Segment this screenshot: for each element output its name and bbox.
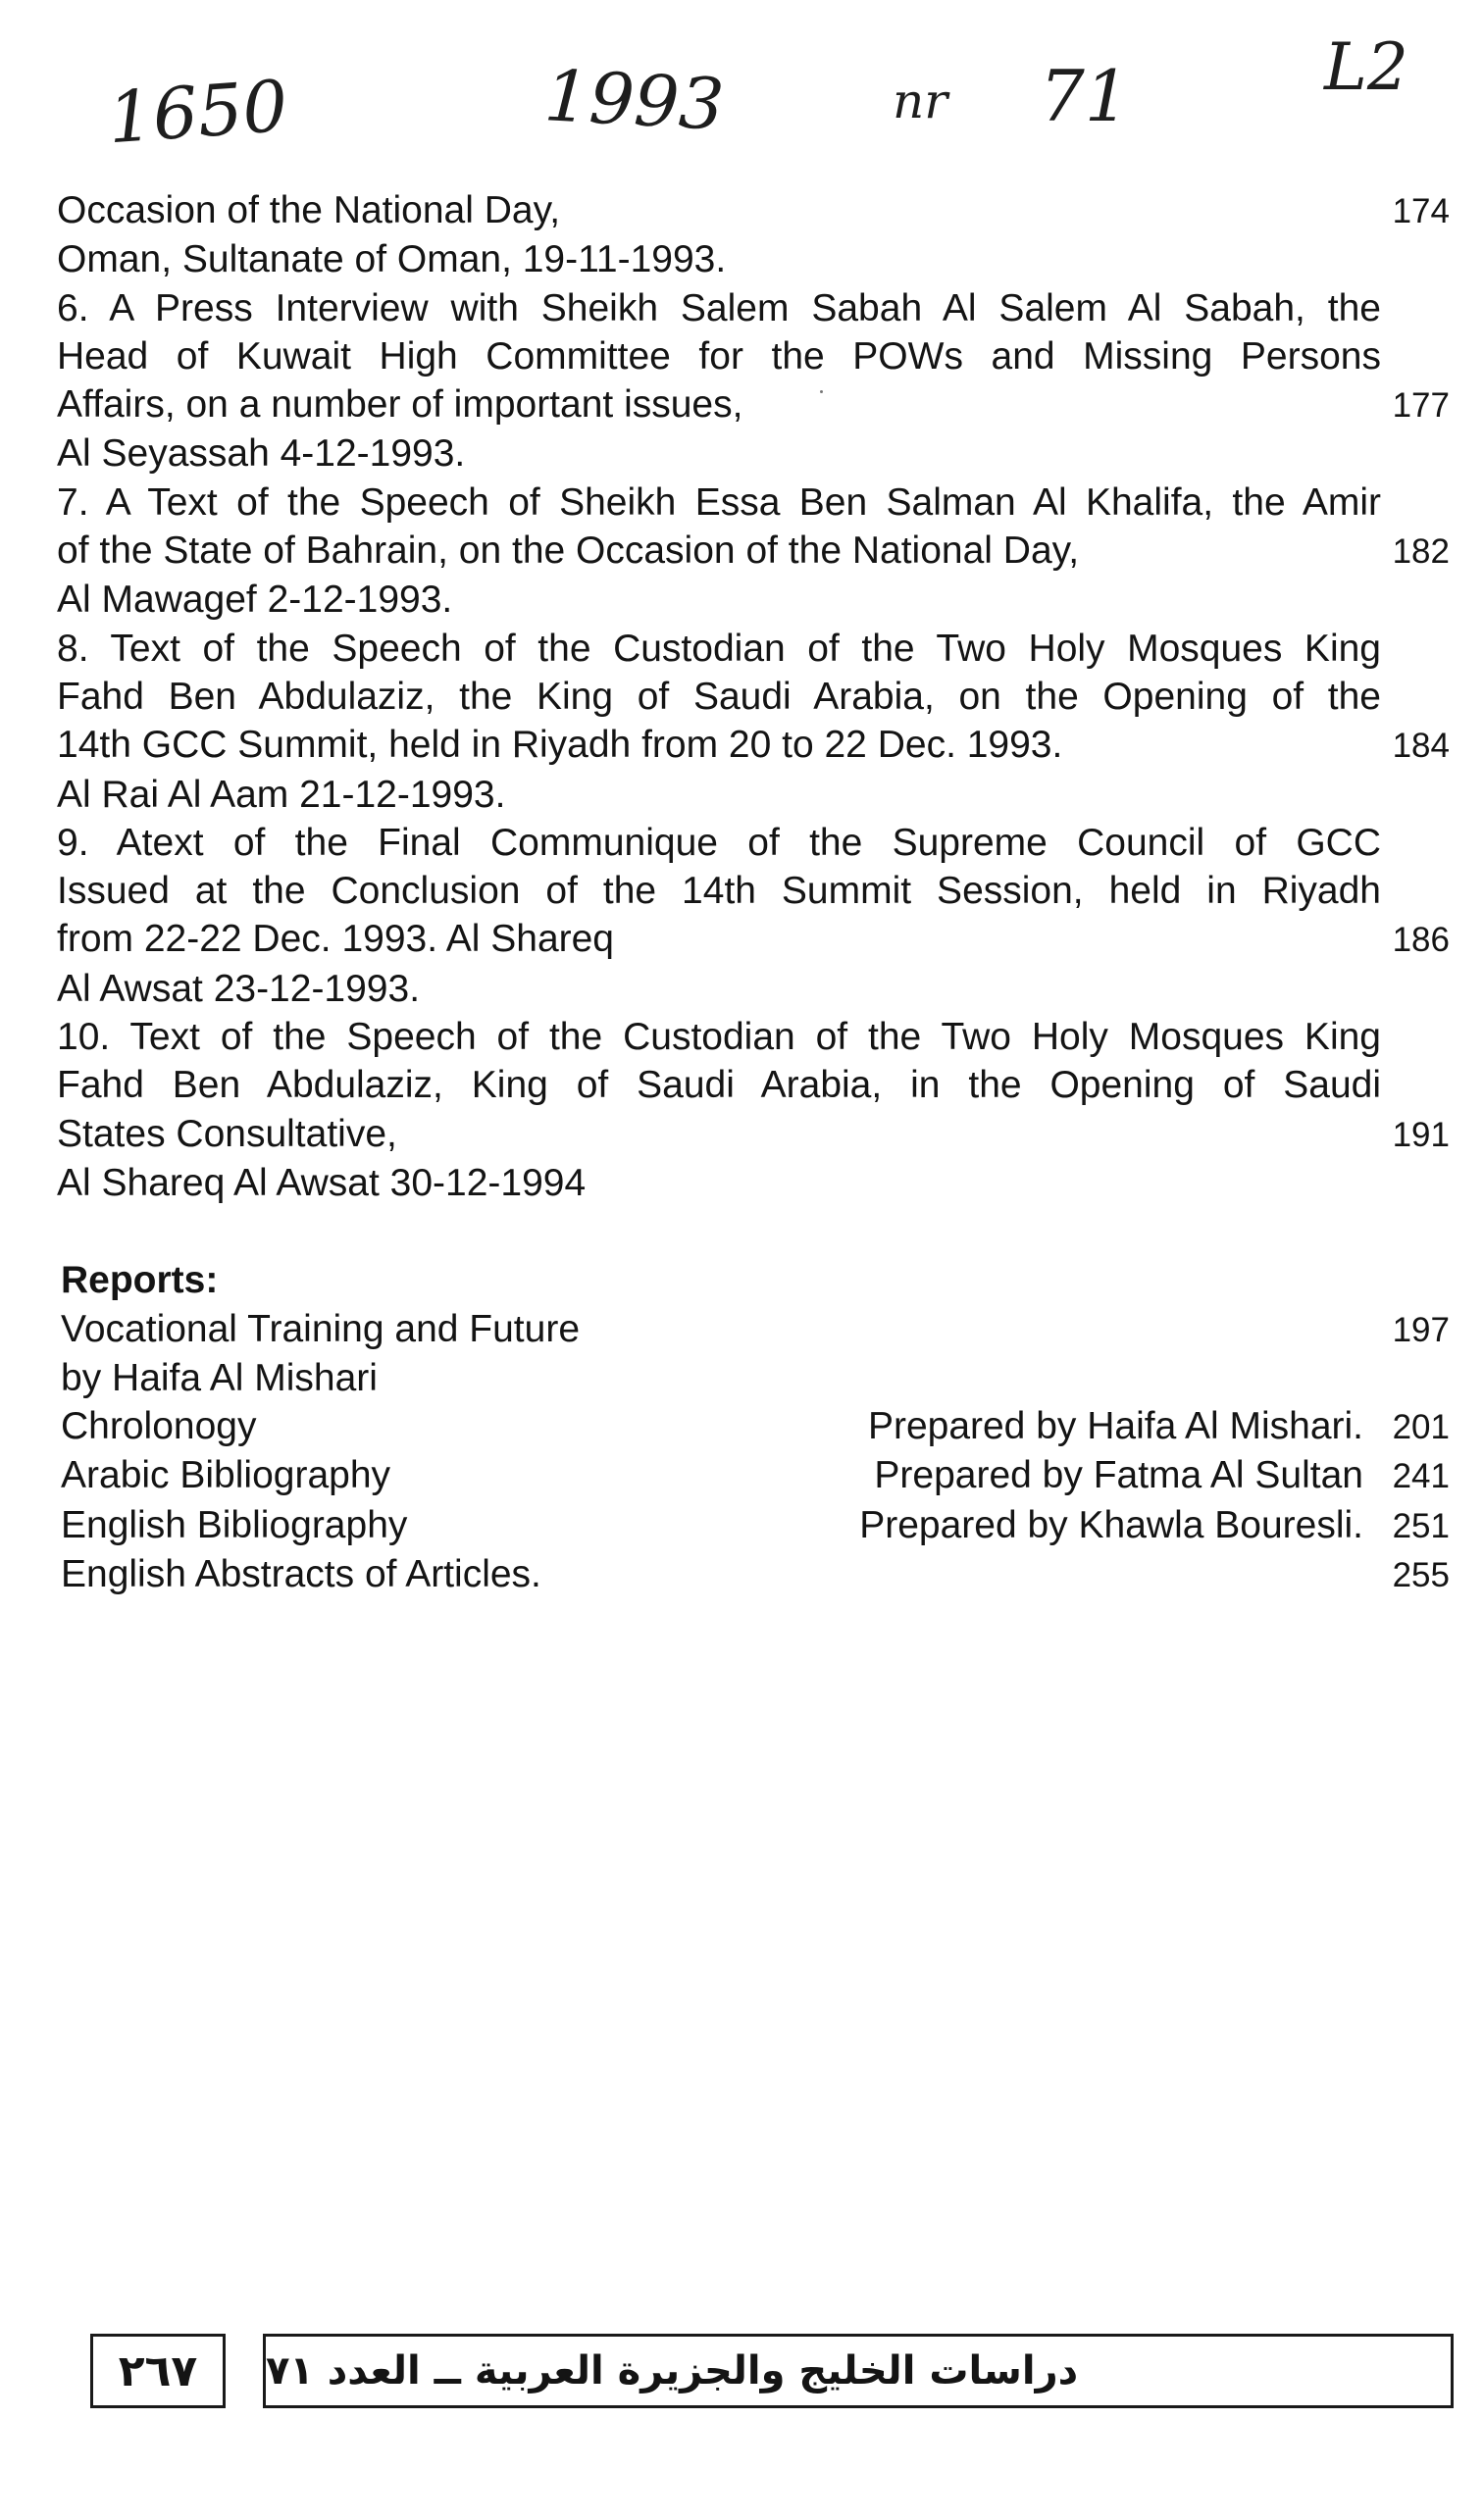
report-row bbox=[57, 1550, 1450, 1599]
entry-text: of the State of Bahrain, on the Occasion of the National Day, bbox=[57, 529, 1080, 573]
document-entries bbox=[57, 186, 1450, 1207]
entry-line bbox=[57, 1159, 1450, 1207]
entry-line bbox=[57, 429, 1450, 478]
page-number: 191 bbox=[1392, 1115, 1450, 1154]
entry-text: Issued at the Conclusion of the 14th Summit Session, held in Riyadh bbox=[57, 870, 1381, 913]
entry-text: Al Mawagef 2-12-1993. bbox=[57, 579, 453, 622]
toc-entry bbox=[57, 479, 1450, 625]
entry-line bbox=[57, 771, 1450, 819]
entry-line bbox=[57, 235, 1450, 283]
entry-line bbox=[57, 867, 1450, 915]
entry-text: Affairs, on a number of important issues, bbox=[57, 383, 743, 427]
entry-line bbox=[57, 332, 1450, 380]
report-row bbox=[57, 1402, 1450, 1451]
report-title: Vocational Training and Future bbox=[61, 1307, 581, 1350]
page-number: 186 bbox=[1392, 921, 1450, 960]
entry-text: Oman, Sultanate of Oman, 19-11-1993. bbox=[57, 238, 727, 281]
page-number: 177 bbox=[1392, 386, 1450, 426]
report-page-number: 201 bbox=[1392, 1408, 1450, 1447]
entry-text: Fahd Ben Abdulaziz, King of Saudi Arabia, in the Opening of Saudi bbox=[57, 1064, 1381, 1107]
entry-text: 6. A Press Interview with Sheikh Salem Sabah Al Salem Al Sabah, the bbox=[57, 286, 1381, 329]
table-of-contents bbox=[57, 186, 1450, 1599]
report-preparer: Prepared by Fatma Al Sultan bbox=[874, 1454, 1363, 1497]
entry-text: Al Awsat 23-12-1993. bbox=[57, 967, 421, 1010]
report-row bbox=[57, 1305, 1450, 1354]
entry-line bbox=[57, 1013, 1450, 1061]
entry-text: 14th GCC Summit, held in Riyadh from 20 to 22 Dec. 1993. bbox=[57, 724, 1063, 767]
toc-entry bbox=[57, 186, 1450, 284]
report-page-number: 241 bbox=[1392, 1457, 1450, 1496]
report-preparer: Prepared by Haifa Al Mishari. bbox=[867, 1405, 1363, 1448]
toc-entry bbox=[57, 1013, 1450, 1207]
report-preparer: Prepared by Khawla Bouresli. bbox=[859, 1503, 1363, 1546]
entry-text: Al Rai Al Aam 21-12-1993. bbox=[57, 773, 506, 816]
section-gap bbox=[57, 1207, 1450, 1256]
page-number-box: ٢٦٧ bbox=[90, 2334, 226, 2408]
scan-speck bbox=[820, 390, 823, 393]
reports-heading: Reports: bbox=[61, 1259, 219, 1302]
entry-line bbox=[57, 965, 1450, 1013]
entry-text: Head of Kuwait High Committee for the POWs and Missing Persons bbox=[57, 334, 1381, 378]
entry-line bbox=[57, 1110, 1450, 1159]
toc-entry bbox=[57, 284, 1450, 479]
entry-text: States Consultative, bbox=[57, 1112, 397, 1155]
entry-line bbox=[57, 380, 1450, 429]
entry-line bbox=[57, 721, 1450, 770]
entry-text: Al Shareq Al Awsat 30-12-1994 bbox=[57, 1161, 587, 1204]
toc-entry bbox=[57, 819, 1450, 1013]
page-number: 174 bbox=[1392, 192, 1450, 230]
report-page-number: 255 bbox=[1392, 1556, 1450, 1595]
entry-line bbox=[57, 576, 1450, 624]
entry-text: Occasion of the National Day, bbox=[57, 189, 561, 231]
page-footer bbox=[90, 2334, 1454, 2412]
entry-text: 8. Text of the Speech of the Custodian of the Two Holy Mosques King bbox=[57, 627, 1381, 670]
entry-line bbox=[57, 915, 1450, 964]
entry-text: Fahd Ben Abdulaziz, the King of Saudi Arabia, on the Opening of the bbox=[57, 675, 1381, 718]
report-title: English Abstracts of Articles. bbox=[61, 1553, 541, 1596]
entry-line bbox=[57, 186, 1450, 235]
report-title: Arabic Bibliography bbox=[61, 1454, 391, 1497]
handwritten-abbreviation: nr bbox=[893, 73, 948, 129]
handwritten-year: 1993 bbox=[541, 54, 727, 146]
entry-line bbox=[57, 1061, 1450, 1109]
toc-entry bbox=[57, 625, 1450, 819]
entry-line bbox=[57, 819, 1450, 867]
entry-line bbox=[57, 284, 1450, 332]
entry-text: 10. Text of the Speech of the Custodian of the Two Holy Mosques King bbox=[57, 1016, 1381, 1059]
report-page-number: 251 bbox=[1392, 1506, 1450, 1545]
journal-title-box: دراسات الخليج والجزيرة العربية ــ العدد ٧١ bbox=[263, 2334, 1454, 2408]
report-title: English Bibliography bbox=[61, 1503, 408, 1546]
reports-list bbox=[57, 1305, 1450, 1600]
page-number: 182 bbox=[1392, 532, 1450, 572]
entry-text: from 22-22 Dec. 1993. Al Shareq bbox=[57, 918, 614, 961]
entry-line bbox=[57, 673, 1450, 721]
report-title: Chrolonogy bbox=[61, 1405, 257, 1448]
handwritten-mark: L2 bbox=[1324, 29, 1408, 105]
entry-line bbox=[57, 479, 1450, 527]
entry-line bbox=[57, 625, 1450, 673]
page-number: 184 bbox=[1392, 727, 1450, 766]
report-row bbox=[57, 1354, 1450, 1402]
handwritten-issue: 71 bbox=[1040, 55, 1130, 137]
entry-text: 7. A Text of the Speech of Sheikh Essa Ben Salman Al Khalifa, the Amir bbox=[57, 480, 1381, 524]
entry-text: Al Seyassah 4-12-1993. bbox=[57, 432, 466, 476]
report-title: by Haifa Al Mishari bbox=[61, 1356, 378, 1399]
entry-text: 9. Atext of the Final Communique of the Supreme Council of GCC bbox=[57, 821, 1381, 864]
handwritten-code: 1650 bbox=[105, 64, 290, 160]
entry-line bbox=[57, 527, 1450, 576]
report-row bbox=[57, 1451, 1450, 1500]
report-page-number: 197 bbox=[1392, 1310, 1450, 1349]
report-row bbox=[57, 1501, 1450, 1550]
